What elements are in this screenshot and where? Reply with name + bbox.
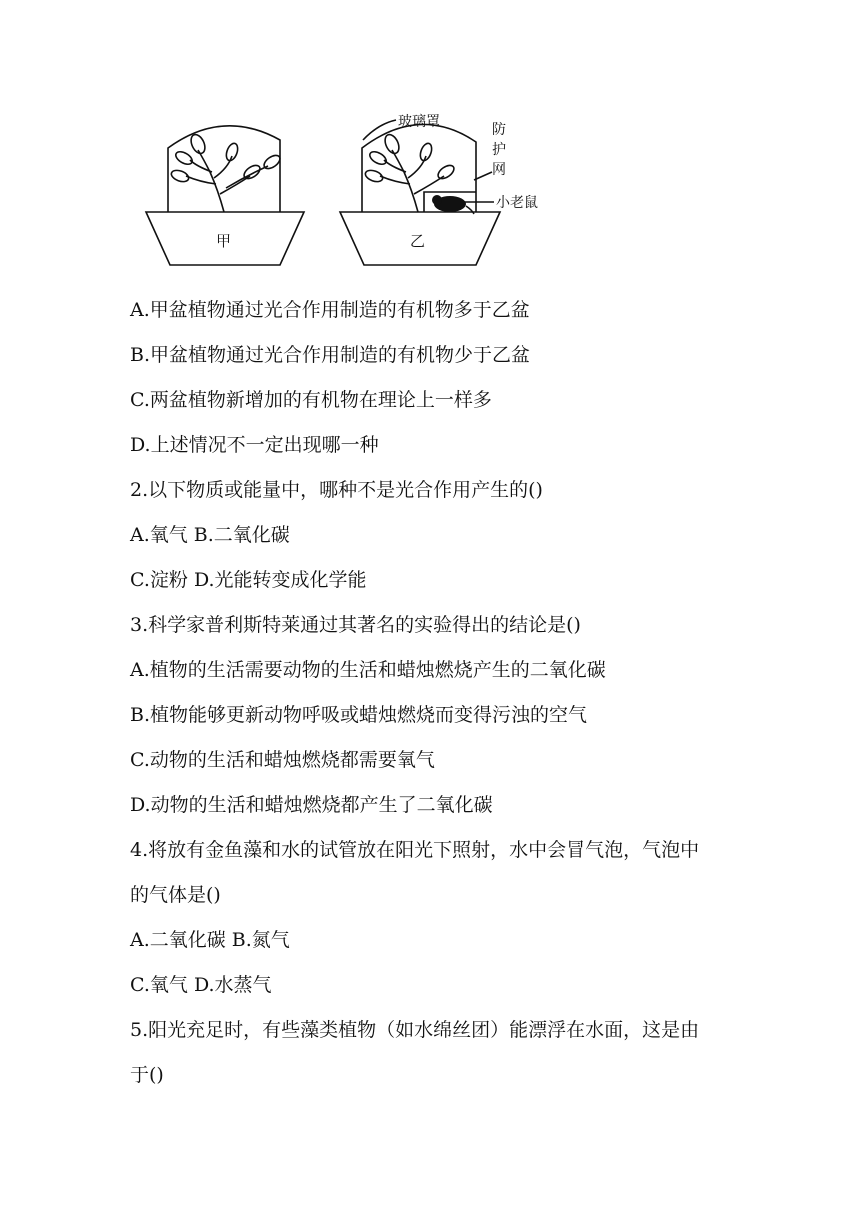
bell-jar-diagram <box>128 110 548 275</box>
option-c-q3: C.动物的生活和蜡烛燃烧都需要氧气 <box>130 749 435 771</box>
mouse-shape <box>432 195 474 214</box>
options-ab-q4: A.二氧化碳 B.氮气 <box>130 929 290 951</box>
option-a-q3: A.植物的生活需要动物的生活和蜡烛燃烧产生的二氧化碳 <box>130 659 606 681</box>
plant-a <box>170 132 282 212</box>
question-4-line-2: 的气体是() <box>130 884 221 906</box>
label-glass-cover: 玻璃罩 <box>398 114 440 130</box>
question-3: 3.科学家普利斯特莱通过其著名的实验得出的结论是() <box>130 614 581 636</box>
label-net-1: 防 <box>492 122 506 138</box>
question-2: 2.以下物质或能量中，哪种不是光合作用产生的() <box>130 479 543 501</box>
experiment-figure <box>128 110 548 275</box>
option-d-q1: D.上述情况不一定出现哪一种 <box>130 434 379 456</box>
options-cd-q4: C.氧气 D.水蒸气 <box>130 974 272 996</box>
label-pot-a: 甲 <box>216 232 232 250</box>
option-b-q3: B.植物能够更新动物呼吸或蜡烛燃烧而变得污浊的空气 <box>130 704 588 726</box>
option-b-q1: B.甲盆植物通过光合作用制造的有机物少于乙盆 <box>130 344 531 366</box>
question-5-line-1: 5.阳光充足时，有些藻类植物（如水绵丝团）能漂浮在水面，这是由 <box>130 1019 700 1041</box>
question-5-line-2: 于() <box>130 1064 164 1086</box>
label-net-2: 护 <box>492 142 506 158</box>
option-a-q1: A.甲盆植物通过光合作用制造的有机物多于乙盆 <box>130 299 530 321</box>
options-cd-q2: C.淀粉 D.光能转变成化学能 <box>130 569 367 591</box>
question-text <box>130 288 750 1098</box>
question-4-line-1: 4.将放有金鱼藻和水的试管放在阳光下照射，水中会冒气泡，气泡中 <box>130 839 700 861</box>
label-mouse: 小老鼠 <box>496 195 538 211</box>
label-pot-b: 乙 <box>410 232 426 250</box>
option-d-q3: D.动物的生活和蜡烛燃烧都产生了二氧化碳 <box>130 794 493 816</box>
option-c-q1: C.两盆植物新增加的有机物在理论上一样多 <box>130 389 492 411</box>
label-net-3: 网 <box>492 162 506 178</box>
options-ab-q2: A.氧气 B.二氧化碳 <box>130 524 290 546</box>
